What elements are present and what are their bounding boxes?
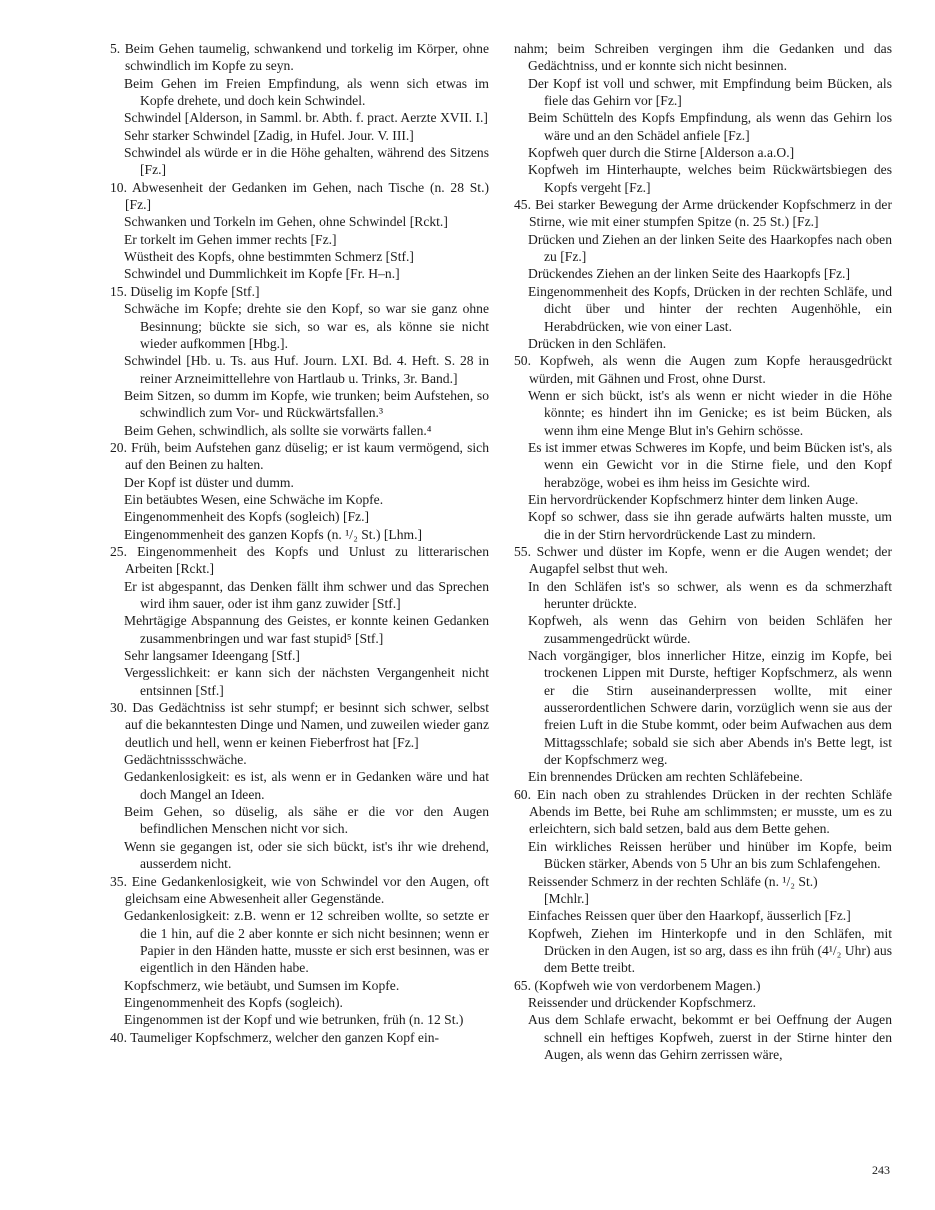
symptom-entry: Kopf so schwer, dass sie ihn gerade aufwärts halten musste, um die in der Stirn hervordrückende Last zu mindern. <box>528 509 892 542</box>
symptom-entry: In den Schläfen ist's so schwer, als wenn es da schmerzhaft herunter drückte. <box>528 578 892 611</box>
symptom-entry: Mehrtägige Abspannung des Geistes, er konnte keinen Gedanken zusammenbringen und war fast stupid⁵ [Stf.] <box>124 613 489 646</box>
numbered-entry: 10. Abwesenheit der Gedanken im Gehen, nach Tische (n. 28 St.) [Fz.] <box>110 179 489 213</box>
symptom-entry: Es ist immer etwas Schweres im Kopfe, und beim Bücken ist's, als wenn ein Gewicht vor in die Stirne fiele, und den Kopf herabzöge, wobei es ihm heiss im Gesichte wird. <box>528 439 892 490</box>
numbered-entry: 40. Taumeliger Kopfschmerz, welcher den ganzen Kopf ein- <box>110 1029 440 1045</box>
symptom-entry: Nach vorgängiger, blos innerlicher Hitze, einzig im Kopfe, bei trockenen Lippen mit Durste, heftiger Kopfschmerz, als wenn er die Stirn auseinanderpressen wollte, mit einer ausserordentlichen Schwere darin, vorzüglich wenn sie aus der freien Luft in die Stube kommt, oder beim Aufwachen aus dem Mittagsschlafe; sobald sie sich aber Abends in's Bette legt, ist der Kopfschmerz weg. <box>528 648 892 768</box>
numbered-entry: 65. (Kopfweh wie von verdorbenem Magen.) <box>514 977 761 993</box>
symptom-entry: Ein betäubtes Wesen, eine Schwäche im Kopfe. <box>124 491 384 507</box>
symptom-entry: Gedächtnissschwäche. <box>124 752 247 768</box>
symptom-entry: Drückendes Ziehen an der linken Seite des Haarkopfs [Fz.] <box>528 266 850 282</box>
symptom-entry: Beim Gehen, schwindlich, als sollte sie vorwärts fallen.⁴ <box>124 422 432 438</box>
symptom-entry: Drücken und Ziehen an der linken Seite des Haarkopfes nach oben zu [Fz.] <box>528 231 892 265</box>
symptom-entry: Kopfschmerz, wie betäubt, und Sumsen im Kopfe. <box>124 977 400 993</box>
symptom-entry: Schwanken und Torkeln im Gehen, ohne Schwindel [Rckt.] <box>124 214 448 230</box>
symptom-entry: Eingenommenheit des Kopfs, Drücken in der rechten Schläfe, und dicht über und hinter der rechten Augenhöhle, ein Herabdrücken, wie von einer Last. <box>528 283 892 334</box>
symptom-entry: Der Kopf ist voll und schwer, mit Empfindung beim Bücken, als fiele das Gehirn vor [Fz.] <box>528 75 892 109</box>
numbered-entry: 55. Schwer und düster im Kopfe, wenn er die Augen wendet; der Augapfel selbst thut weh. <box>514 543 892 577</box>
symptom-entry: Wenn er sich bückt, ist's als wenn er nicht wieder in die Höhe könnte; es hindert ihn im Genicke; es ist beim Bücken, als wenn ihm eine Menge Blut in's Gehirn schösse. <box>528 387 892 438</box>
symptom-entry: Beim Gehen, so düselig, als sähe er die vor den Augen befindlichen Menschen nicht vor sich. <box>124 804 489 837</box>
symptom-entry: Wüstheit des Kopfs, ohne bestimmten Schmerz [Stf.] <box>124 249 414 265</box>
symptom-entry: Schwindel und Dummlichkeit im Kopfe [Fr. H–n.] <box>124 266 400 282</box>
numbered-entry: 60. Ein nach oben zu strahlendes Drücken in der rechten Schläfe Abends im Bette, bei Ruhe am schlimmsten; er musste, um es zu erleichtern, sich bald setzen, bald aus dem Bette gehen. <box>514 786 892 837</box>
symptom-entry: Ein wirkliches Reissen herüber und hinüber im Kopfe, beim Bücken stärker, Abends von 5 Uhr an bis zum Schlafengehen. <box>528 838 892 872</box>
symptom-entry: Beim Gehen im Freien Empfindung, als wenn sich etwas im Kopfe drehete, und doch kein Schwindel. <box>124 75 489 109</box>
symptom-entry: Eingenommenheit des Kopfs (sogleich) [Fz.] <box>124 509 370 525</box>
symptom-entry: Ein brennendes Drücken am rechten Schläfebeine. <box>528 769 803 785</box>
numbered-entry: 15. Düselig im Kopfe [Stf.] <box>110 283 260 299</box>
symptom-entry: [Mchlr.] <box>544 890 589 906</box>
symptom-entry: Eingenommen ist der Kopf und wie betrunken, früh (n. 12 St.) <box>124 1012 464 1028</box>
symptom-entry: Schwindel [Hb. u. Ts. aus Huf. Journ. LXI. Bd. 4. Heft. S. 28 in reiner Arzneimittellehre von Hartlaub u. Trinks, 3r. Band.] <box>124 353 489 386</box>
symptom-entry: Eingenommenheit des ganzen Kopfs (n. ¹/₂ St.) [Lhm.] <box>124 526 422 542</box>
symptom-entry: Er torkelt im Gehen immer rechts [Fz.] <box>124 231 337 247</box>
symptom-entry: Aus dem Schlafe erwacht, bekommt er bei Oeffnung der Augen schnell ein heftiges Kopfweh, zuerst in der Stirne hinter den Augen, als wenn das Gehirn zerrissen wäre, <box>528 1012 892 1062</box>
numbered-entry: 45. Bei starker Bewegung der Arme drückender Kopfschmerz in der Stirne, wie mit einer stumpfen Spitze (n. 25 St.) [Fz.] <box>514 197 892 230</box>
numbered-entry: 5. Beim Gehen taumelig, schwankend und torkelig im Körper, ohne schwindlich im Kopfe zu seyn. <box>110 41 489 74</box>
symptom-entry: Er ist abgespannt, das Denken fällt ihm schwer und das Sprechen wird ihm sauer, oder ist ihm ganz zuwider [Stf.] <box>124 578 489 611</box>
numbered-entry: 30. Das Gedächtniss ist sehr stumpf; er besinnt sich schwer, selbst auf die bekanntesten Dinge und Namen, und zuweilen wieder ganz deutlich und hell, wenn er keinen Fieberfrost hat [Fz.] <box>110 700 489 750</box>
numbered-entry: 50. Kopfweh, als wenn die Augen zum Kopfe herausgedrückt würden, mit Gähnen und Frost, ohne Durst. <box>514 353 892 386</box>
symptom-entry: Eingenommenheit des Kopfs (sogleich). <box>124 994 343 1010</box>
symptom-entry: Kopfweh im Hinterhaupte, welches beim Rückwärtsbiegen des Kopfs vergeht [Fz.] <box>528 162 892 195</box>
symptom-entry: Schwindel als würde er in die Höhe gehalten, während des Sitzens [Fz.] <box>124 145 489 178</box>
numbered-entry: 25. Eingenommenheit des Kopfs und Unlust zu litterarischen Arbeiten [Rckt.] <box>110 543 489 577</box>
symptom-entry: nahm; beim Schreiben vergingen ihm die Gedanken und das Gedächtniss, und er konnte sich nicht besinnen. <box>514 41 892 74</box>
symptom-entry: Gedankenlosigkeit: es ist, als wenn er in Gedanken wäre und hat doch Mangel an Ideen. <box>124 769 489 802</box>
symptom-entry: Ein hervordrückender Kopfschmerz hinter dem linken Auge. <box>528 491 859 507</box>
page-number: 243 <box>872 1163 890 1177</box>
right-column <box>514 40 892 1063</box>
symptom-entry: Sehr langsamer Ideengang [Stf.] <box>124 648 300 664</box>
numbered-entry: 35. Eine Gedankenlosigkeit, wie von Schwindel vor den Augen, oft gleichsam eine Abwesenheit aller Gegenstände. <box>110 873 489 906</box>
symptom-entry: Einfaches Reissen quer über den Haarkopf, äusserlich [Fz.] <box>528 908 851 924</box>
symptom-entry: Kopfweh, als wenn das Gehirn von beiden Schläfen her zusammengedrückt würde. <box>528 613 892 646</box>
symptom-entry: Reissender Schmerz in der rechten Schläfe (n. ¹/₂ St.) <box>528 873 818 889</box>
symptom-entry: Schwäche im Kopfe; drehte sie den Kopf, so war sie ganz ohne Besinnung; bückte sie sich, so war es, als könne sie nicht wieder aufkommen [Hbg.]. <box>124 301 489 351</box>
symptom-entry: Vergesslichkeit: er kann sich der nächsten Vergangenheit nicht entsinnen [Stf.] <box>124 665 489 698</box>
left-column <box>110 40 489 1046</box>
symptom-entry: Kopfweh, Ziehen im Hinterkopfe und in den Schläfen, mit Drücken in den Augen, ist so arg, dass es ihn früh (4¹/₂ Uhr) aus dem Bette treibt. <box>528 925 892 976</box>
symptom-entry: Schwindel [Alderson, in Samml. br. Abth. f. pract. Aerzte XVII. I.] <box>124 110 488 126</box>
symptom-entry: Der Kopf ist düster und dumm. <box>124 474 294 490</box>
symptom-entry: Wenn sie gegangen ist, oder sie sich bückt, ist's ihr wie drehend, ausserdem nicht. <box>124 838 489 872</box>
symptom-entry: Gedankenlosigkeit: z.B. wenn er 12 schreiben wollte, so setzte er die 1 hin, auf die 2 aber konnte er sich nicht besinnen; wenn er Papier in den Händen hatte, musste er sich erst besinnen, was er eigentlich in den Händen habe. <box>124 908 489 976</box>
numbered-entry: 20. Früh, beim Aufstehen ganz düselig; er ist kaum vermögend, sich auf den Beinen zu halten. <box>110 439 489 473</box>
symptom-entry: Kopfweh quer durch die Stirne [Alderson a.a.O.] <box>528 145 795 161</box>
symptom-entry: Beim Sitzen, so dumm im Kopfe, wie trunken; beim Aufstehen, so schwindlich zum Vor- und Rückwärtsfallen.³ <box>124 387 489 421</box>
symptom-entry: Drücken in den Schläfen. <box>528 335 667 351</box>
symptom-entry: Beim Schütteln des Kopfs Empfindung, als wenn das Gehirn los wäre und an den Schädel anfiele [Fz.] <box>528 110 892 143</box>
symptom-entry: Sehr starker Schwindel [Zadig, in Hufel. Jour. V. III.] <box>124 127 414 143</box>
symptom-entry: Reissender und drückender Kopfschmerz. <box>528 994 756 1010</box>
